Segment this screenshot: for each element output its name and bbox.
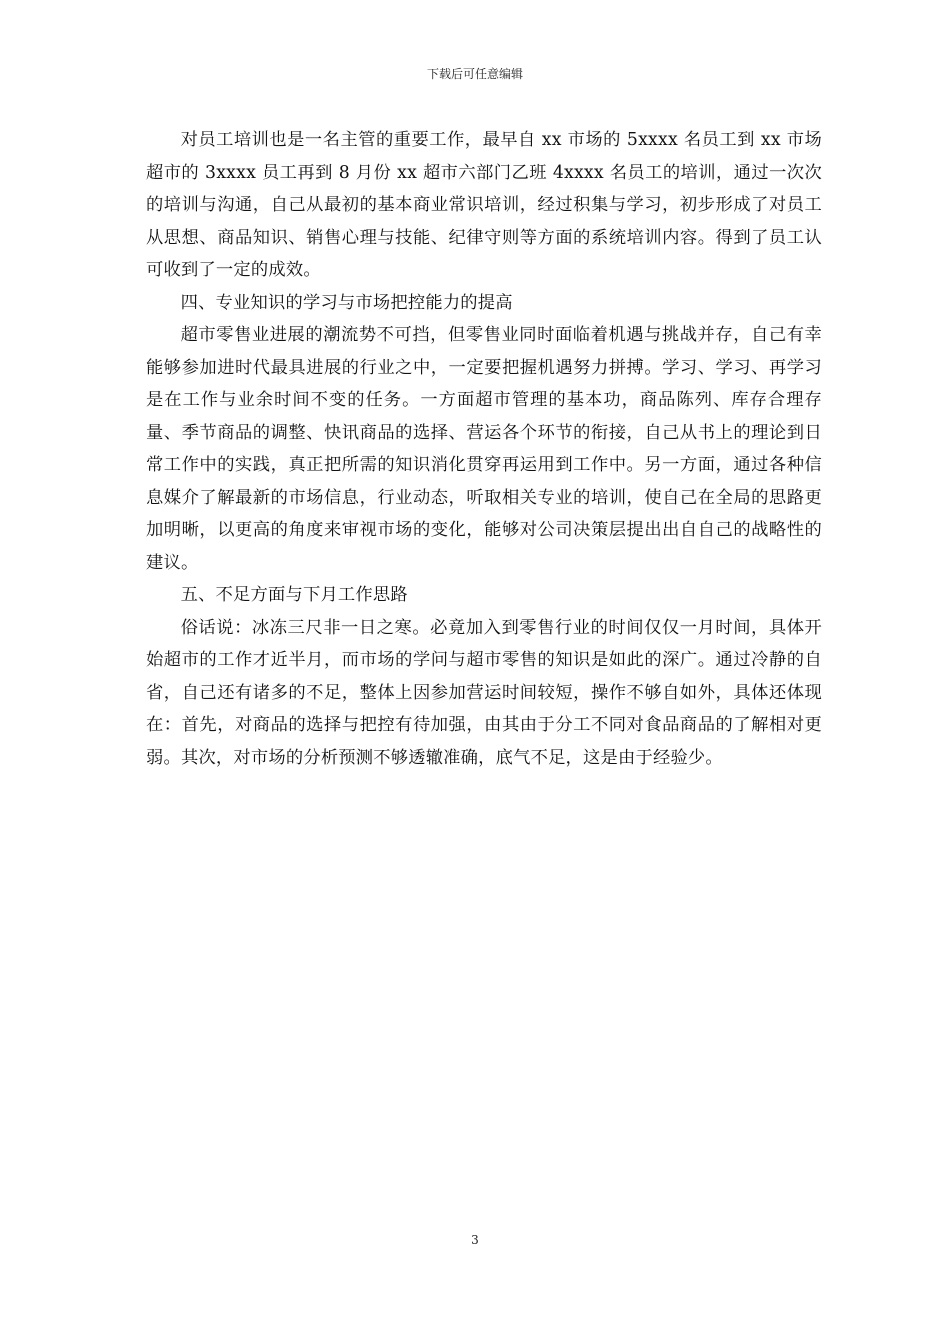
document-body — [146, 124, 822, 774]
paragraph-staff-training: 对员工培训也是一名主管的重要工作，最早自 xx 市场的 5xxxx 名员工到 xx 市场超市的 3xxxx 员工再到 8 月份 xx 超市六部门乙班 4xxxx 名员工的培训，通过一次次的培训与沟通，自己从最初的基本商业常识培训，经过积集与学习，初步形成了对员工从思想、商品知识、销售心理与技能、纪律守则等方面的系统培训内容。得到了员工认可收到了一定的成效。 — [146, 130, 822, 280]
page-number: 3 — [471, 1233, 479, 1247]
paragraph-professional-learning: 超市零售业进展的潮流势不可挡，但零售业同时面临着机遇与挑战并存，自己有幸能够参加进时代最具进展的行业之中，一定要把握机遇努力拼搏。学习、学习、再学习是在工作与业余时间不变的任务。一方面超市管理的基本功，商品陈列、库存合理存量、季节商品的调整、快讯商品的选择、营运各个环节的衔接，自己从书上的理论到日常工作中的实践，真正把所需的知识消化贯穿再运用到工作中。另一方面，通过各种信息媒介了解最新的市场信息，行业动态，听取相关专业的培训，使自己在全局的思路更加明晰，以更高的角度来审视市场的变化，能够对公司决策层提出出自自己的战略性的建议。 — [146, 325, 822, 573]
section-heading-5: 五、不足方面与下月工作思路 — [180, 585, 408, 605]
paragraph-shortcomings: 俗话说：冰冻三尺非一日之寒。必竟加入到零售行业的时间仅仅一月时间，具体开始超市的工作才近半月，而市场的学问与超市零售的知识是如此的深广。通过冷静的自省，自己还有诸多的不足，整体上因参加营运时间较短，操作不够自如外，具体还体现在：首先，对商品的选择与把控有待加强，由其由于分工不同对食品商品的了解相对更弱。其次，对市场的分析预测不够透辙准确，底气不足，这是由于经验少。 — [146, 617, 822, 768]
section-heading-4: 四、专业知识的学习与市场把控能力的提高 — [180, 292, 513, 313]
page-header: 下载后可任意编辑 — [426, 67, 523, 81]
